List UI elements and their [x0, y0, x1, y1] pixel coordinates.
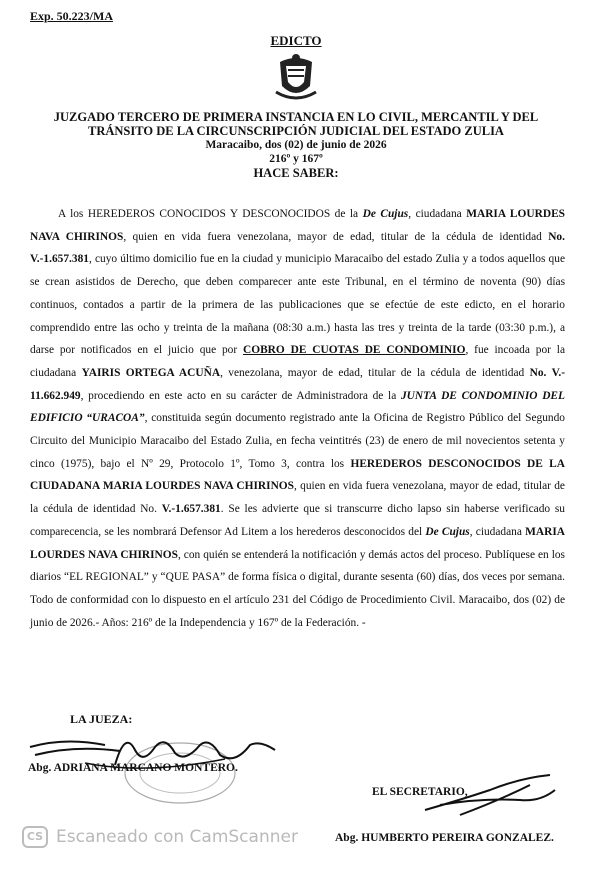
body-text: , fue incoada por la ciudadana: [30, 344, 565, 379]
condominium-board: JUNTA DE CONDOMINIO DEL EDIFICIO “URACOA”: [30, 389, 565, 425]
plaintiff-name: YAIRIS ORTEGA ACUÑA: [81, 366, 221, 379]
judge-signature: [25, 725, 285, 785]
court-name-line-1: JUZGADO TERCERO DE PRIMERA INSTANCIA EN LO CIVIL, MERCANTIL Y DEL: [53, 110, 539, 124]
body-text: , quien en vida fuera venezolana, mayor de edad, titular de la cédula de identidad: [123, 230, 549, 243]
secretary-label: EL SECRETARIO,: [372, 786, 468, 798]
de-cujus-term: De Cujus: [425, 525, 470, 538]
secretary-name: Abg. HUMBERTO PEREIRA GONZALEZ.: [335, 832, 554, 844]
de-cujus-term: De Cujus: [362, 208, 409, 220]
id-number: No. V.-1.657.381: [30, 230, 565, 266]
body-text: , ciudadana: [408, 208, 467, 220]
body-text: , con quién se entenderá la notificación y demás actos del proceso. Publíquese en los diarios “EL REGIONAL” y “QUE PASA” de forma física o digital, durante sesenta (60) días, dos veces por semana. Todo de conformidad con lo dispuesto en el artículo 231 del Código de Procedimiento Civil. Maracaibo, dos (02) de junio de 2026.- Años: 216º de la Independencia y 167º de la Federación. -: [30, 548, 565, 629]
body-text: , quien en vida fuera venezolana, mayor de edad, titular de la cédula de identidad No.: [30, 480, 565, 516]
body-text: , cuyo último domicilio fue en la ciudad y municipio Maracaibo del estado Zulia y a todos aquellos que se crean asistidos de Derecho, que deben comparecer ante este Tribunal, en el término de noventa (90) días continuos, contados a partir de la primera de las publicaciones que se efectúe de este edicto, en el horario comprendido entre las ocho y treinta de la mañana (08:30 a.m.) hasta las tres y treinta de la tarde (03:30 p.m.), a darse por notificados en el juicio que por: [30, 253, 565, 357]
defendants: HEREDEROS DESCONOCIDOS DE LA CIUDADANA MARIA LOURDES NAVA CHIRINOS: [30, 457, 565, 493]
id-number: V.-1.657.381: [161, 503, 221, 516]
body-text: . Se les advierte que si transcurre dicho lapso sin haberse verificado su comparecencia, se les nombrará Defensor Ad Litem a los herederos desconocidos del: [30, 503, 565, 538]
judge-label: LA JUEZA:: [70, 712, 133, 726]
document-title: EDICTO: [270, 33, 322, 48]
edict-body: [30, 203, 565, 634]
document-date: Maracaibo, dos (02) de junio de 2026: [205, 139, 387, 151]
court-name-line-2: TRÁNSITO DE LA CIRCUNSCRIPCIÓN JUDICIAL DEL ESTADO ZULIA: [88, 124, 504, 138]
id-number: No. V.- 11.662.949: [30, 366, 566, 402]
deceased-name: MARIA LOURDES NAVA CHIRINOS: [30, 208, 565, 243]
scanner-watermark: Escaneado con CamScanner: [56, 827, 298, 847]
years-line: 216º y 167º: [269, 153, 323, 165]
judge-name: Abg. ADRIANA MARCANO MONTERO.: [28, 762, 238, 774]
hace-saber: HACE SABER:: [253, 166, 339, 180]
body-text: , constituida según documento registrado ante la Oficina de Registro Público del Segundo Circuito del Municipio Maracaibo del Estado Zulia, en fecha veintitrés (23) de enero de mil novecientos setenta y cinco (1975), bajo el Nº 29, Protocolo 1º, Tomo 3, contra los: [30, 412, 565, 470]
deceased-name: MARIA LOURDES NAVA CHIRINOS: [30, 525, 565, 561]
coat-of-arms-seal: [272, 52, 320, 102]
body-text: , venezolana, mayor de edad, titular de la cédula de identidad: [220, 366, 530, 379]
expediente-number: Exp. 50.223/MA: [30, 9, 114, 23]
case-type: COBRO DE CUOTAS DE CONDOMINIO: [243, 344, 466, 357]
camscanner-icon: CS: [22, 826, 48, 848]
body-text: A los HEREDEROS CONOCIDOS Y DESCONOCIDOS de la: [58, 208, 363, 220]
body-text: , ciudadana: [469, 525, 526, 538]
body-text: , procediendo en este acto en su carácter de Administradora de la: [80, 389, 401, 402]
